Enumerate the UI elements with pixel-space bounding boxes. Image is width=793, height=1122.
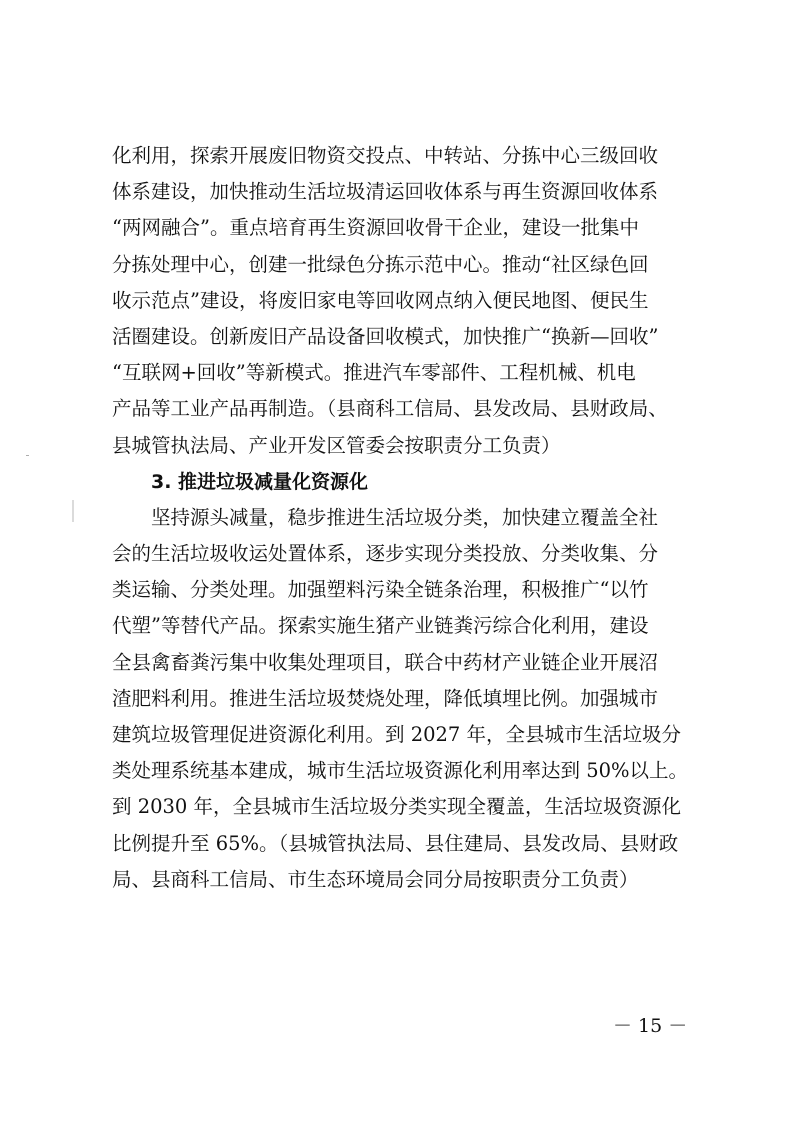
body-line: 局、县商科工信局、市生态环境局会同分局按职责分工负责） [112,867,639,891]
body-line: 建筑垃圾管理促进资源化利用。到 2027 年，全县城市生活垃圾分 [112,723,682,746]
body-line: 化利用，探索开展废旧物资交投点、中转站、分拣中心三级回收 [112,144,659,167]
body-line: 到 2030 年，全县城市生活垃圾分类实现全覆盖，生活垃圾资源化 [112,795,682,819]
body-line: 会的生活垃圾收运处置体系，逐步实现分类投放、分类收集、分 [112,542,659,566]
body-line: “互联网+回收”等新模式。推进汽车零部件、工程机械、机电 [112,361,636,385]
body-line: 类处理系统基本建成，城市生活垃圾资源化利用率达到 50%以上。 [112,759,689,783]
body-line: 收示范点”建设，将废旧家电等回收网点纳入便民地图、便民生 [112,288,649,312]
scan-artifact [72,500,74,522]
body-line: 类运输、分类处理。加强塑料污染全链条治理，积极推广“以竹 [112,578,649,602]
body-line: “两网融合”。重点培育再生资源回收骨干企业，建设一批集中 [112,216,639,240]
body-line: 活圈建设。创新废旧产品设备回收模式，加快推广“换新—回收” [112,324,659,348]
body-line: 比例提升至 65%。（县城管执法局、县住建局、县发改局、县财政 [112,831,679,855]
section-heading: 3. 推进垃圾减量化资源化 [151,470,369,493]
body-line: 渣肥料利用。推进生活垃圾焚烧处理，降低填埋比例。加强城市 [112,686,659,710]
body-line: 全县禽畜粪污集中收集处理项目，联合中药材产业链企业开展沼 [112,650,659,674]
body-line: 分拣处理中心，创建一批绿色分拣示范中心。推动“社区绿色回 [112,252,649,276]
page-number: － 15 － [613,1015,688,1037]
body-line: 体系建设，加快推动生活垃圾清运回收体系与再生资源回收体系 [112,180,659,204]
body-line: 代塑”等替代产品。探索实施生猪产业链粪污综合化利用，建设 [112,614,649,638]
body-line: 县城管执法局、产业开发区管委会按职责分工负责） [112,433,561,457]
paragraph-first-line: 坚持源头减量，稳步推进生活垃圾分类，加快建立覆盖全社 [151,505,659,529]
body-line: 产品等工业产品再制造。（县商科工信局、县发改局、县财政局、 [112,397,668,421]
document-body [112,138,692,898]
scan-artifact [26,455,29,456]
